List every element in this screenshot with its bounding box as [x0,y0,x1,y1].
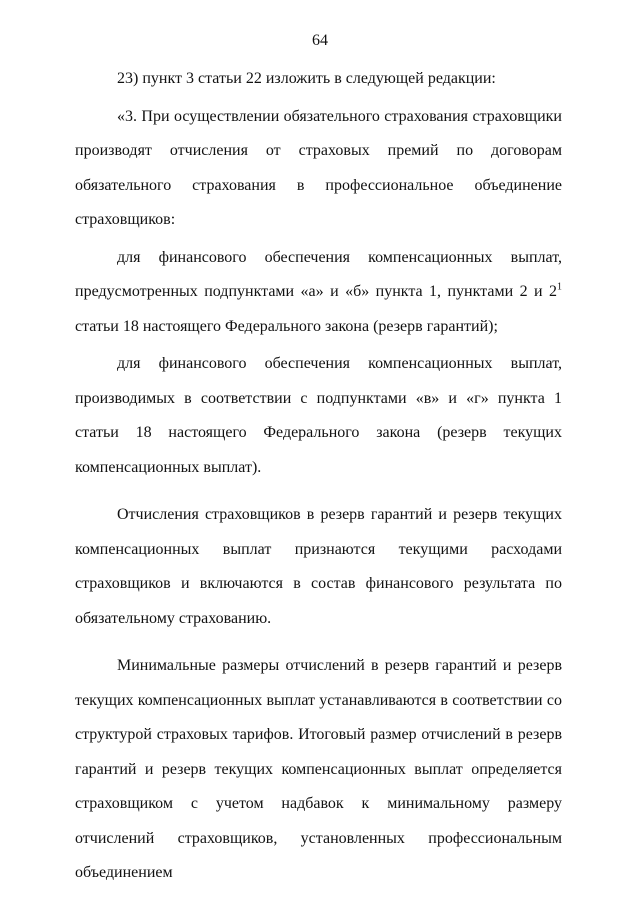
paragraph-current-reserve: для финансового обеспечения компенсационных выплат, производимых в соответствии с подпунктами «в» и «г» пункта 1 статьи 18 настоящего Федерального закона (резерв текущих компенсационных выплат). [75,355,562,476]
paragraph-guarantee-reserve [75,241,562,345]
paragraph-guarantee-reserve-tail: статьи 18 настоящего Федерального закона (резерв гарантий); [75,317,498,335]
document-body [75,62,562,891]
paragraph-point-3: «3. При осуществлении обязательного страхования страховщики производят отчисления от страховых премий по договорам обязательного страхования в профессиональное объединение страховщиков: [75,107,562,228]
paragraph-guarantee-reserve-text: для финансового обеспечения компенсационных выплат, предусмотренных подпунктами «а» и «б» пункта 1, пунктами 2 и 2 [75,248,562,300]
page-number: 64 [312,32,328,49]
paragraph-amendment-intro: 23) пункт 3 статьи 22 изложить в следующей редакции: [117,70,496,87]
paragraph-minimum-sizes: Минимальные размеры отчислений в резерв гарантий и резерв текущих компенсационных выплат устанавливаются в соответствии со структурой страховых тарифов. Итоговый размер отчислений в резерв гарантий и резерв текущих компенсационных выплат определяется страховщиком с учетом надбавок к минимальному размеру отчислений страховщиков, установленных профессиональным объединением [75,657,562,881]
superscript-number: 1 [557,281,562,293]
paragraph-expenses: Отчисления страховщиков в резерв гарантий и резерв текущих компенсационных выплат признаются текущими расходами страховщиков и включаются в состав финансового результата по обязательному страхованию. [75,506,562,627]
